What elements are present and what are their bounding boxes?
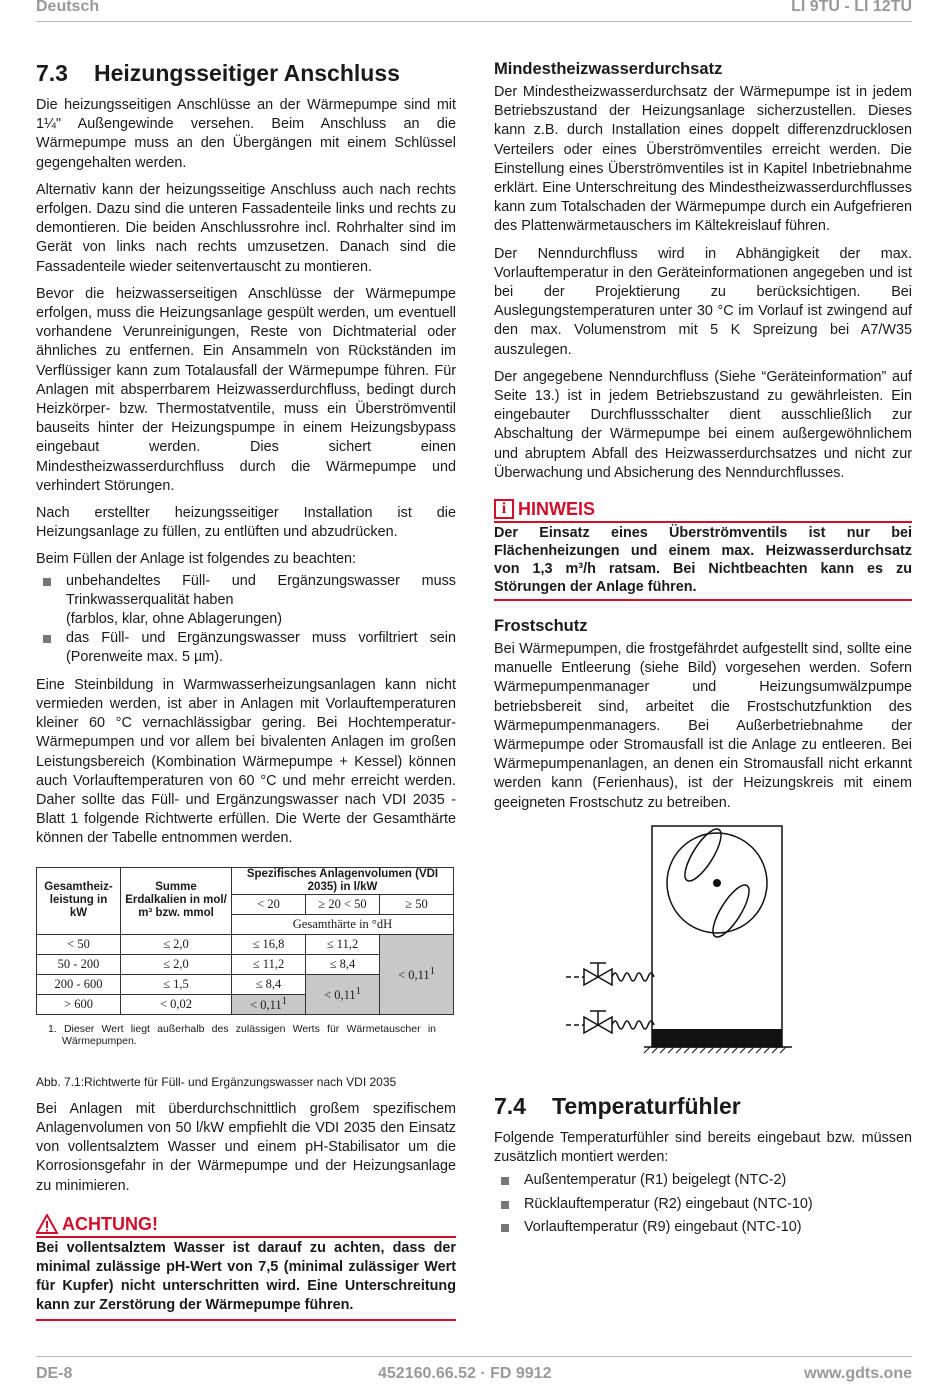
footer-website: www.gdts.one [804, 1365, 912, 1382]
fan-icon [679, 824, 756, 941]
merged-cell: < $0,11^1$ [306, 974, 380, 1014]
section-7-3-heading [36, 58, 456, 88]
list-item: Außentemperatur (R1) beigelegt (NTC-2) [494, 1171, 912, 1190]
table-row: 50 - 200 ≤ 2,0 ≤ 11,2 ≤ 8,4 [37, 954, 454, 974]
table-header-spez: Spezifisches Anlagenvolumen (VDI 2035) in l/kW [232, 867, 454, 894]
hint-title: HINWEIS [518, 499, 596, 520]
section-number: 7.3 [36, 60, 68, 86]
table-row: < 50 ≤ 2,0 ≤ 16,8 ≤ 11,2 < $0,11^1$ [37, 934, 454, 954]
list-item: unbehandeltes Füll- und Ergänzungswasser muss Trinkwasserqualität haben (farblos, klar, ohne Ablagerungen) [36, 572, 456, 630]
table-header-gesamthaerte: Gesamthärte in °dH [232, 914, 454, 934]
fill-water-list [36, 572, 456, 668]
warning-triangle-icon [36, 1214, 58, 1234]
table-row: > 600 < 0,02 < $0,11^1$ [37, 994, 454, 1014]
figure-caption: Abb. 7.1:Richtwerte für Füll- und Ergänzungswasser nach VDI 2035 [36, 1074, 397, 1089]
paragraph: Bei Wärmepumpen, die frostgefährdet aufgestellt sind, sollte eine manuelle Entleerung (siehe Bild) vorgesehen werden. Sofern Wärmepumpenmanager und Heizungsumwälzpumpe betriebsbereit sind, arbeitet die Frostschutzfunktion des Wärmepumpenmanagers. Bei Außerbetriebnahme der Wärmepumpe oder Stromausfall ist die Anlage zu entleeren. Bei Wärmepumpenanlagen, an denen ein Stromausfall nicht erkannt werden kann (Ferienhaus), ist der Heizungskreis mit einem geeigneten Frostschutz zu betreiben. [494, 641, 912, 811]
right-column [494, 58, 912, 1245]
paragraph: Bevor die heizwasserseitigen Anschlüsse der Wärmepumpe erfolgen, muss die Heizungsanlage gespült werden, um eventuell vorhandene Verunreinigungen, Reste von Dichtmaterial oder ähnliches zu entfernen. Ein Ansammeln von Rückständen im Verflüssiger kann zum Totalausfall der Wärmepumpe führen. Für Anlagen mit absperrbarem Heizwasserdurchfluss, bedingt durch Heizkörper- bzw. Thermostatventile, muss ein Überströmventil bauseits hinter der Heizungspumpe in einem Heizungsbypass eingebaut werden. Dies sichert einen Mindestheizwasserdurchfluss durch die Wärmepumpe und verhindert Störungen. [36, 285, 456, 494]
paragraph: Bei Anlagen mit überdurchschnittlich großem spezifischem Anlagenvolumen von 50 l/kW empfiehlt die VDI 2035 den Einsatz von vollentsalztem Wasser und einem pH-Stabilisator um die Korrosionsgefahr in der Wärmepumpe und der Heizungsanlage zu minimieren. [36, 1100, 456, 1194]
page-footer [36, 1356, 912, 1386]
warning-title: ACHTUNG! [62, 1213, 158, 1234]
drain-valve-upper [566, 963, 654, 985]
merged-cell: < $0,11^1$ [380, 934, 454, 1014]
footer-document-id: 452160.66.52 · FD 9912 [378, 1365, 552, 1382]
table-col-header: ≥ 50 [380, 894, 454, 914]
section-7-4-heading [494, 1091, 912, 1121]
page-header [36, 0, 912, 22]
paragraph: Der Mindestheizwasserdurchsatz der Wärmepumpe ist in jedem Betriebszustand der Heizungsanlage sicherzustellen. Dieses kann z.B. durch Installation eines doppelt differenzdrucklosen Verteilers oder eines Überströmventiles erreicht werden. Die Einstellung eines Überströmventiles ist in Kapitel Inbetriebnahme erklärt. Eine Unterschreitung des Mindestheizwasserdurchflusses kann zum Totalschaden der Wärmepumpe durch ein Aufgefrieren des Plattenwärmetauschers im Kältekreislauf führen. [494, 84, 912, 235]
sensor-list [494, 1171, 912, 1237]
table-header-summe: Summe Erdalkalien in mol/ m³ bzw. mmol [121, 867, 232, 934]
table-row: 200 - 600 ≤ 1,5 ≤ 8,4 < $0,11^1$ [37, 974, 454, 994]
left-column [36, 58, 456, 1321]
guideline-table [36, 867, 454, 1015]
frost-heading: Frostschutz [494, 617, 588, 636]
header-model: LI 9TU - LI 12TU [791, 0, 912, 15]
list-item: das Füll- und Ergänzungswasser muss vorfiltriert sein (Porenweite max. 5 µm). [36, 629, 456, 667]
paragraph: Der angegebene Nenndurchfluss (Siehe “Geräteinformation” auf Seite 13.) ist in jedem Betriebszustand zu gewährleisten. Ein eingebauter Durchflussschalter dient ausschließlich zur Abschaltung der Wärmepumpe bei einem außergewöhnlichem und abruptem Abfall des Heizwasserdurchsatzes und nicht zur Überwachung und Absicherung des Nenndurchflusses. [494, 368, 912, 481]
paragraph: Der Nenndurchfluss wird in Abhängigkeit der max. Vorlauftemperatur in den Geräteinformationen angegeben und ist bei der Projektierung zu berücksichtigen. Bei Auslegungstemperaturen unter 30 °C im Vorlauf ist zwingend auf den max. Volumenstrom mit 5 K Spreizung bei A7/W35 auszulegen. [494, 245, 912, 358]
table-col-header: ≥ 20 < 50 [306, 894, 380, 914]
table-footnote: 1. Dieser Wert liegt außerhalb des zulässigen Werts für Wärmetauscher in Wärmepumpen. [48, 1022, 436, 1047]
paragraph: Beim Füllen der Anlage ist folgendes zu beachten: [36, 551, 356, 568]
paragraph: Eine Steinbildung in Warmwasserheizungsanlagen kann nicht vermieden werden, ist aber in Anlagen mit Vorlauftemperaturen kleiner 60 °C vernachlässigbar gering. Bei Hochtemperatur-Wärmepumpen und vor allem bei bivalenten Anlagen im großen Leistungsbereich (Kombination Wärmepumpe + Kessel) können auch Vorlauftemperaturen von 60 °C und mehr erreicht werden. Daher sollte das Füll- und Ergänzungswasser nach VDI 2035 - Blatt 1 folgende Richtwerte erfüllen. Die Werte der Gesamthärte können der Tabelle entnommen werden. [36, 676, 456, 847]
section-title: Heizungsseitiger Anschluss [94, 60, 400, 86]
header-language: Deutsch [36, 0, 100, 15]
mindest-heading: Mindestheizwasserdurchsatz [494, 60, 723, 78]
table-col-header: < 20 [232, 894, 306, 914]
list-item: Vorlauftemperatur (R9) eingebaut (NTC-10) [494, 1218, 912, 1237]
info-icon: i [494, 499, 514, 519]
table-header-leistung: Gesamtheiz-leistung in kW [37, 867, 121, 934]
drain-valve-lower [566, 1011, 654, 1033]
list-item: Rücklauftemperatur (R2) eingebaut (NTC-10) [494, 1195, 912, 1214]
paragraph: Nach erstellter heizungsseitiger Installation ist die Heizungsanlage zu füllen, zu entlüften und abzudrücken. [36, 505, 456, 541]
section-title: Temperaturfühler [552, 1092, 741, 1119]
warning-box [36, 1212, 456, 1321]
paragraph: Folgende Temperaturfühler sind bereits eingebaut bzw. müssen zusätzlich montiert werden: [494, 1129, 912, 1166]
section-number: 7.4 [494, 1092, 526, 1119]
paragraph: Alternativ kann der heizungsseitige Anschluss auch nach rechts erfolgen. Dazu sind die unteren Fassadenteile links und rechts zu demontieren. Die beiden Anschlussrohre incl. Rohrhalter sind im Gerät von links nach rechts umzusetzen. Danach sind die Fassadenteile wieder seitenvertauscht zu montieren. [36, 181, 456, 275]
hint-box [494, 497, 912, 601]
heat-pump-drain-diagram [494, 821, 912, 1065]
hint-text: Der Einsatz eines Überströmventils ist nur bei Flächenheizungen und einem max. Heizwasserdurchsatz von 1,3 m³/h ratsam. Bei Nichtbeachten kann es zu Störungen der Anlage führen. [494, 521, 912, 599]
paragraph: Die heizungsseitigen Anschlüsse an der Wärmepumpe sind mit 1¼" Außengewinde versehen. Beim Anschluss an die Wärmepumpe muss an den Übergängen mit einem Schlüssel gegengehalten werden. [36, 97, 456, 171]
warning-text: Bei vollentsalztem Wasser ist darauf zu achten, dass der minimal zulässige pH-Wert von 7,5 (minimal zulässiger Wert für Kupfer) nicht unterschritten wird. Eine Unterschreitung kann zur Zerstörung der Wärmepumpe führen. [36, 1239, 456, 1314]
footer-page-number: DE-8 [36, 1365, 73, 1382]
